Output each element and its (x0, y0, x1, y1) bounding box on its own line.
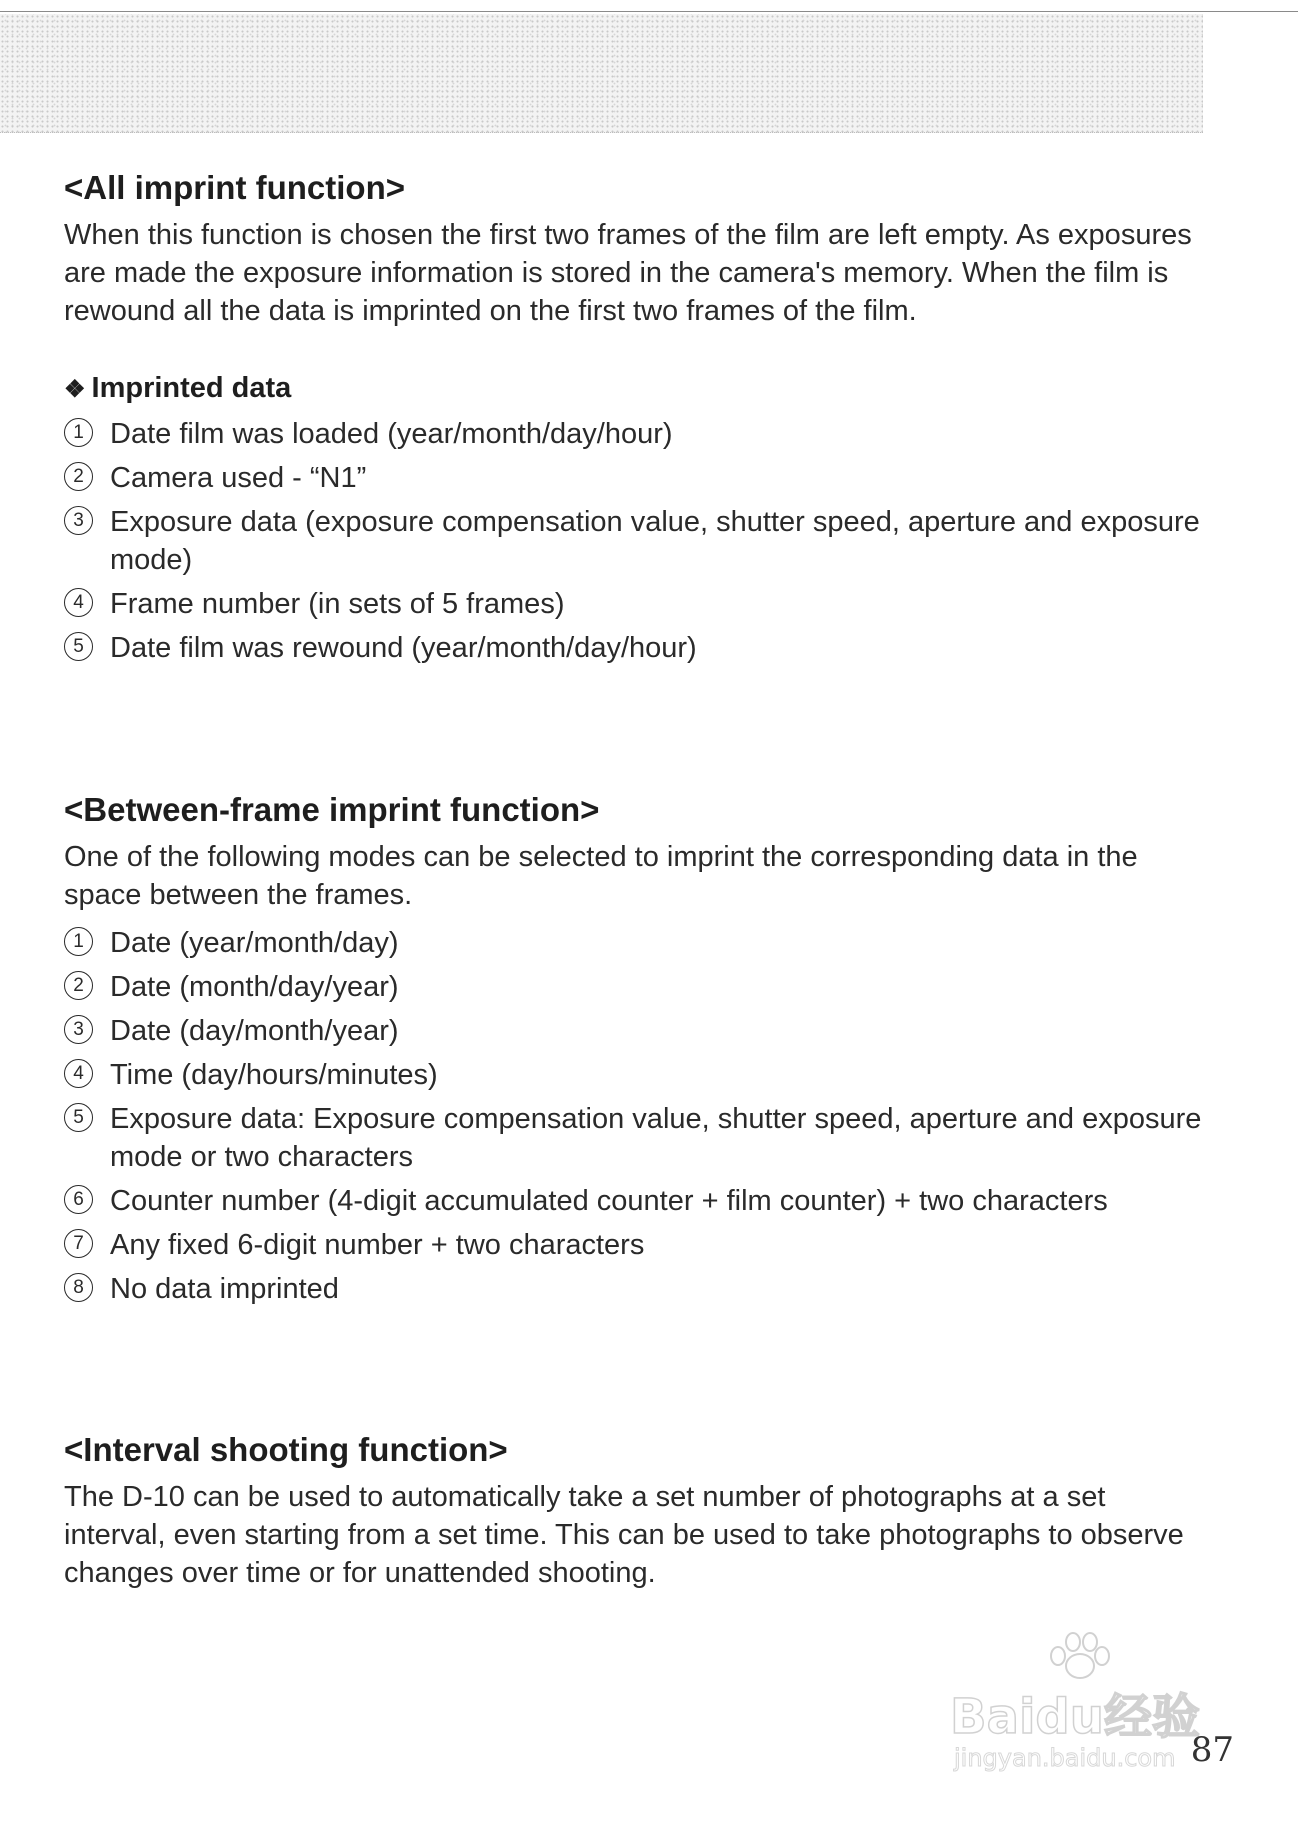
circled-number-icon: 2 (64, 462, 93, 491)
circled-number-icon: 5 (64, 632, 93, 661)
heading-interval-shooting: <Interval shooting function> (64, 1431, 508, 1468)
circled-number-icon: 4 (64, 588, 93, 617)
list-item-text: Frame number (in sets of 5 frames) (110, 588, 565, 621)
list-item (64, 459, 1214, 497)
circled-number-icon: 1 (64, 927, 93, 956)
baidu-watermark (930, 1628, 1230, 1778)
top-rule (0, 11, 1298, 12)
page-number: 87 (1190, 1730, 1234, 1770)
list-item (64, 924, 1214, 962)
circled-number-icon: 1 (64, 418, 93, 447)
list-item-text: Date film was loaded (year/month/day/hour) (110, 418, 673, 451)
circled-number-icon: 4 (64, 1059, 93, 1088)
list-item (64, 585, 1214, 623)
section-interval-shooting (64, 1430, 1214, 1592)
circled-number-icon: 8 (64, 1273, 93, 1302)
list-item-text: Date (day/month/year) (110, 1014, 399, 1047)
subheading-text: Imprinted data (91, 371, 292, 404)
diamond-bullet-icon: ❖ (64, 375, 86, 403)
imprinted-data-list (64, 415, 1214, 667)
circled-number-icon: 5 (64, 1103, 93, 1132)
list-item (64, 1056, 1214, 1094)
list-item-text: Camera used - “N1” (110, 462, 367, 495)
section-all-imprint (64, 168, 1214, 673)
body-all-imprint: When this function is chosen the first two frames of the film are left empty. As exposures are made the exposure information is stored in the camera's memory. When the film is rewound all the data is imprinted on the first two frames of the film. (64, 218, 1192, 327)
circled-number-icon: 3 (64, 1015, 93, 1044)
list-item (64, 968, 1214, 1006)
list-item-text: Date (month/day/year) (110, 970, 399, 1003)
heading-between-frame: <Between-frame imprint function> (64, 791, 600, 828)
header-halftone-band (0, 14, 1203, 133)
list-item-text: Date (year/month/day) (110, 926, 399, 959)
list-item (64, 503, 1214, 579)
heading-all-imprint: <All imprint function> (64, 169, 406, 206)
body-interval-shooting: The D-10 can be used to automatically take a set number of photographs at a set interval, even starting from a set time. This can be used to take photographs to observe changes over time or for unattended shooting. (64, 1480, 1184, 1589)
list-item (64, 1226, 1214, 1264)
watermark-brand: Baidu经验 (950, 1689, 1200, 1745)
list-item (64, 1182, 1214, 1220)
list-item-text: No data imprinted (110, 1272, 339, 1305)
list-item-text: Counter number (4-digit accumulated counter + film counter) + two characters (110, 1184, 1108, 1217)
list-item-text: Time (day/hours/minutes) (110, 1058, 438, 1091)
circled-number-icon: 3 (64, 506, 93, 535)
subheading-imprinted-data (64, 370, 1214, 408)
list-item-text: Any fixed 6-digit number + two characters (110, 1228, 645, 1261)
list-item (64, 1270, 1214, 1308)
between-frame-mode-list (64, 924, 1214, 1308)
list-item (64, 415, 1214, 453)
circled-number-icon: 7 (64, 1229, 93, 1258)
list-item (64, 629, 1214, 667)
list-item-text: Date film was rewound (year/month/day/hour) (110, 632, 697, 665)
list-item-text: Exposure data: Exposure compensation value, shutter speed, aperture and exposure mode or two characters (110, 1102, 1202, 1173)
list-item-text: Exposure data (exposure compensation value, shutter speed, aperture and exposure mode) (110, 506, 1200, 577)
circled-number-icon: 6 (64, 1185, 93, 1214)
list-item (64, 1012, 1214, 1050)
watermark-url: jingyan.baidu.com (954, 1744, 1176, 1772)
circled-number-icon: 2 (64, 971, 93, 1000)
section-between-frame (64, 790, 1214, 1314)
list-item (64, 1100, 1214, 1176)
body-between-frame: One of the following modes can be selected to imprint the corresponding data in the space between the frames. (64, 840, 1138, 911)
